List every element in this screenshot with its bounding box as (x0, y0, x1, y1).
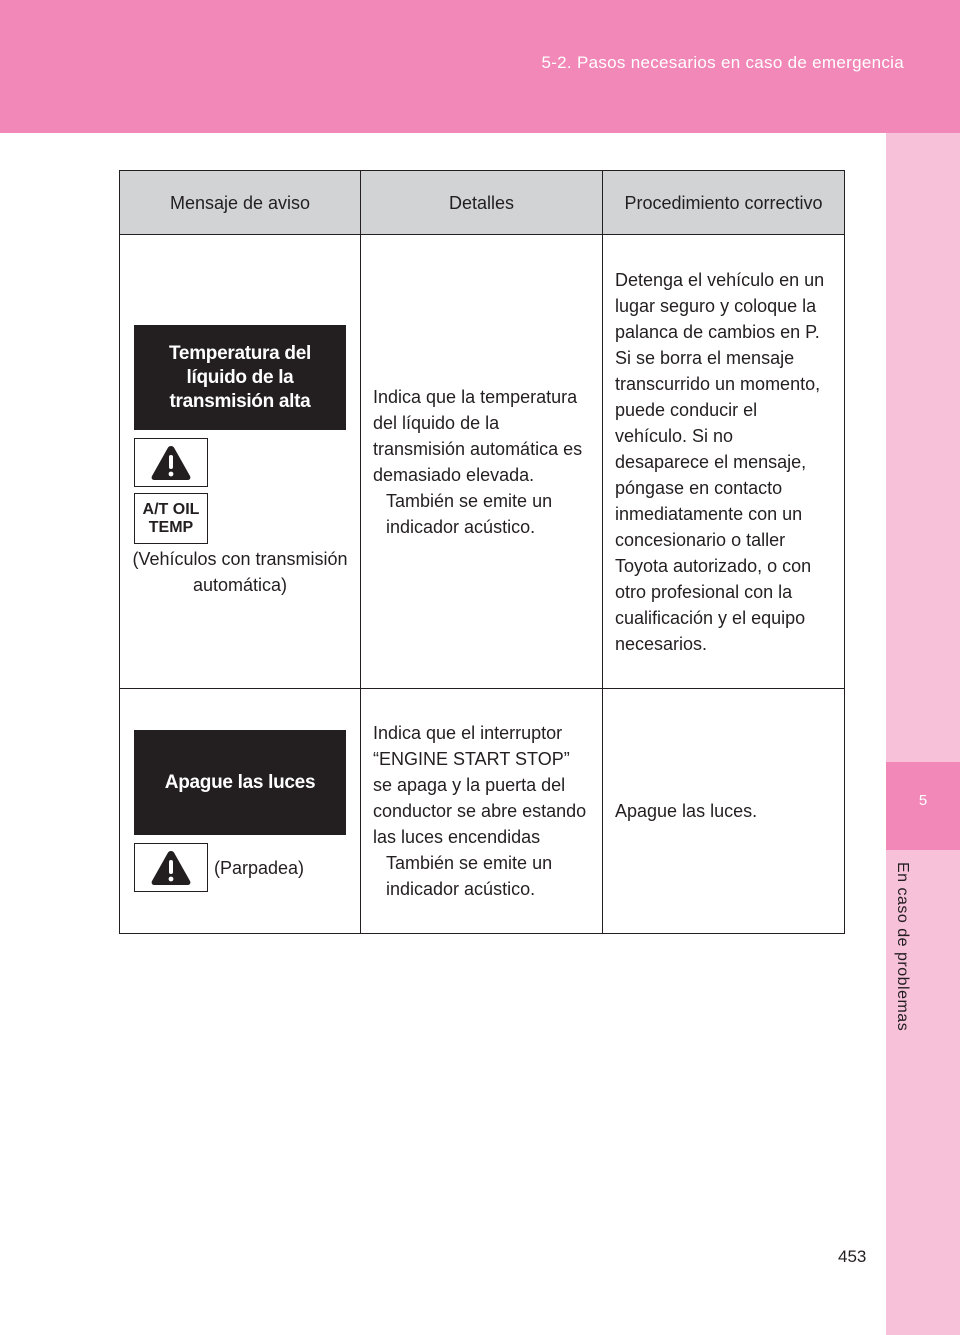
procedure-text: Detenga el vehículo en un lugar seguro y coloque la palanca de cambios en P. Si se borra el mensaje transcurrido un momento, puede conducir el vehículo. Si no desaparece el mensaje, póngase en contacto inmediatamente con un concesionario o taller Toyota autorizado, o con otro profesional con la cualificación y el equipo necesarios. (615, 269, 825, 654)
warning-messages-table (119, 170, 845, 934)
page-header (0, 0, 960, 133)
details-extra-text: También se emite un indicador acústico. (386, 853, 553, 899)
section-title: 5-2. Pasos necesarios en caso de emergencia (541, 53, 904, 72)
display-screen (134, 325, 346, 430)
column-header-procedure: Procedimiento correctivo (603, 171, 845, 235)
procedure-text: Apague las luces. (615, 801, 758, 821)
details-text: Indica que el interruptor “ENGINE START STOP” se apaga y la puerta del conductor se abre estando las luces encendidas (373, 723, 587, 847)
chapter-title: En caso de problemas (894, 862, 911, 1032)
display-screen (134, 730, 346, 835)
vehicle-note: (Vehículos con transmisión automática) (132, 549, 348, 595)
details-text: Indica que la temperatura del líquido de la transmisión automática es demasiado elevada. (373, 386, 583, 485)
chapter-side-tab (886, 133, 960, 1335)
flashing-note: (Parpadea) (214, 857, 305, 878)
at-oil-temp-label: A/T OIL TEMP (142, 500, 200, 536)
details-cell (361, 235, 603, 689)
procedure-cell (603, 235, 845, 689)
warning-message-cell (120, 689, 361, 934)
at-oil-temp-icon (134, 493, 208, 544)
warning-message-cell (120, 235, 361, 689)
warning-triangle-icon (134, 843, 208, 892)
display-message: Temperatura del líquido de la transmisión alta (169, 342, 311, 412)
column-header-details: Detalles (361, 171, 603, 235)
table-row (120, 235, 845, 689)
page-number: 453 (838, 1247, 867, 1266)
display-message: Apague las luces (164, 771, 316, 793)
table-row (120, 689, 845, 934)
details-cell (361, 689, 603, 934)
procedure-cell (603, 689, 845, 934)
warning-triangle-icon (134, 438, 208, 487)
column-header-message: Mensaje de aviso (120, 171, 361, 235)
table-header-row (120, 171, 845, 235)
chapter-number: 5 (918, 792, 928, 809)
details-extra-text: También se emite un indicador acústico. (386, 490, 553, 537)
